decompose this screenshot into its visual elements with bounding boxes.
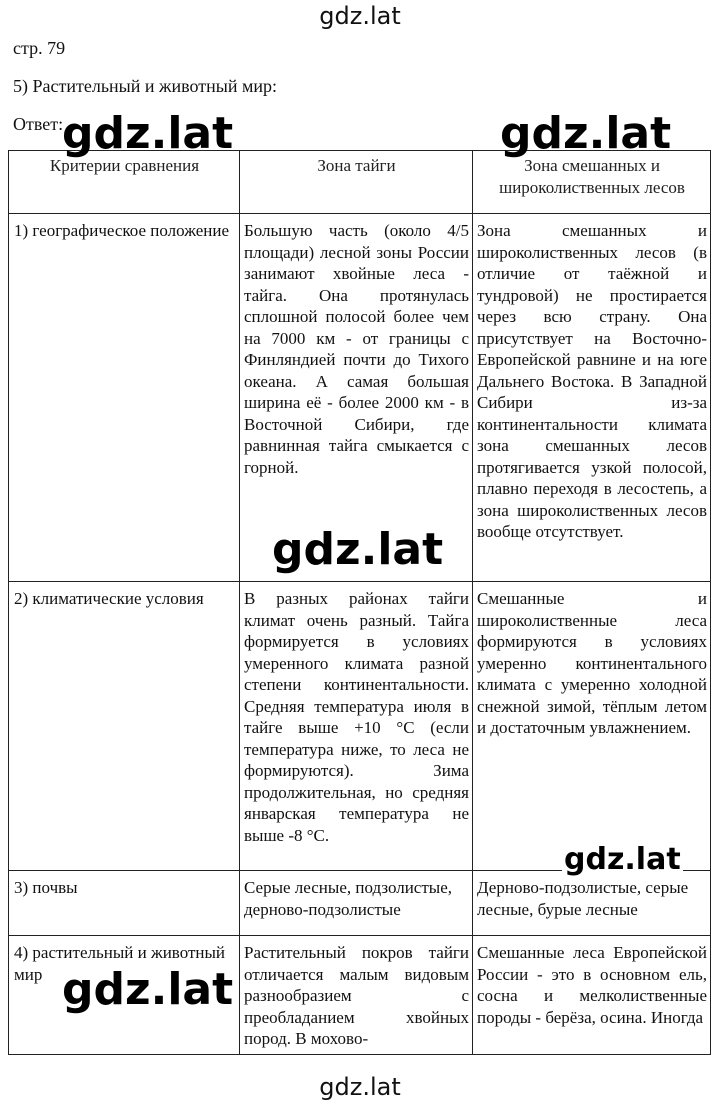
watermark-overlay: gdz.lat bbox=[272, 524, 444, 575]
mixed-cell: Смешанные леса Европейской России - это в основном ель, сосна и мелколиственные породы - берёза, осина. Иногда bbox=[473, 936, 711, 1055]
criterion-cell: 2) климатические условия bbox=[9, 582, 240, 871]
comparison-table bbox=[8, 150, 711, 1055]
header-taiga: Зона тайги bbox=[240, 151, 473, 214]
watermark-overlay: gdz.lat bbox=[564, 842, 681, 877]
watermark-overlay: gdz.lat bbox=[500, 108, 672, 159]
header-mixed-forests: Зона смешанных и широколиственных лесов bbox=[473, 151, 711, 214]
table-header-row bbox=[9, 151, 711, 214]
watermark-bottom: gdz.lat bbox=[319, 1073, 401, 1101]
task-title: 5) Растительный и животный мир: bbox=[13, 76, 277, 96]
table-row bbox=[9, 871, 711, 936]
criterion-cell: 4) растительный и животный мир bbox=[9, 936, 240, 1055]
taiga-cell: Серые лесные, подзолистые, дерново-подзолистые bbox=[240, 871, 473, 936]
watermark-overlay: gdz.lat bbox=[62, 964, 234, 1015]
mixed-cell: Зона смешанных и широколиственных лесов (в отличие от таёжной и тундровой) не простирается через всю страну. Она присутствует на Восточно-Европейской равнине и на юге Дальнего Востока. В Западной Сибири из-за континентальности климата зона смешанных лесов протягивается узкой полосой, плавно переходя в лесостепь, а зона широколиственных лесов вообще отсутствует. bbox=[473, 214, 711, 582]
taiga-cell: Большую часть (около 4/5 площади) лесной зоны России занимают хвойные леса - тайга. Она протянулась сплошной полосой более чем на 7000 км - от границы с Финляндией почти до Тихого океана. А самая большая ширина её - более 2000 км - в Восточной Сибири, где равнинная тайга смыкается с горной. bbox=[240, 214, 473, 582]
criterion-cell: 3) почвы bbox=[9, 871, 240, 936]
answer-label: Ответ: bbox=[13, 114, 64, 134]
mixed-cell: Смешанные и широколиственные леса формируются в условиях умеренно континентального климата с умеренно холодной снежной зимой, тёплым летом и достаточным увлажнением. bbox=[473, 582, 711, 871]
watermark-overlay: gdz.lat bbox=[62, 108, 234, 159]
mixed-cell: Дерново-подзолистые, серые лесные, бурые лесные bbox=[473, 871, 711, 936]
taiga-cell: Растительный покров тайги отличается малым видовым разнообразием с преобладанием хвойных пород. В мохово- bbox=[240, 936, 473, 1055]
taiga-cell: В разных районах тайги климат очень разный. Тайга формируется в условиях умеренного климата разной степени континентальности. Средняя температура июля в тайге выше +10 °С (если температура ниже, то леса не формируются). Зима продолжительная, но средняя январская температура не выше -8 °С. bbox=[240, 582, 473, 871]
criterion-cell: 1) географическое положение bbox=[9, 214, 240, 582]
header-criteria: Критерии сравнения bbox=[9, 151, 240, 214]
table-row bbox=[9, 582, 711, 871]
watermark-top: gdz.lat bbox=[319, 2, 401, 30]
page-reference: стр. 79 bbox=[13, 38, 66, 58]
